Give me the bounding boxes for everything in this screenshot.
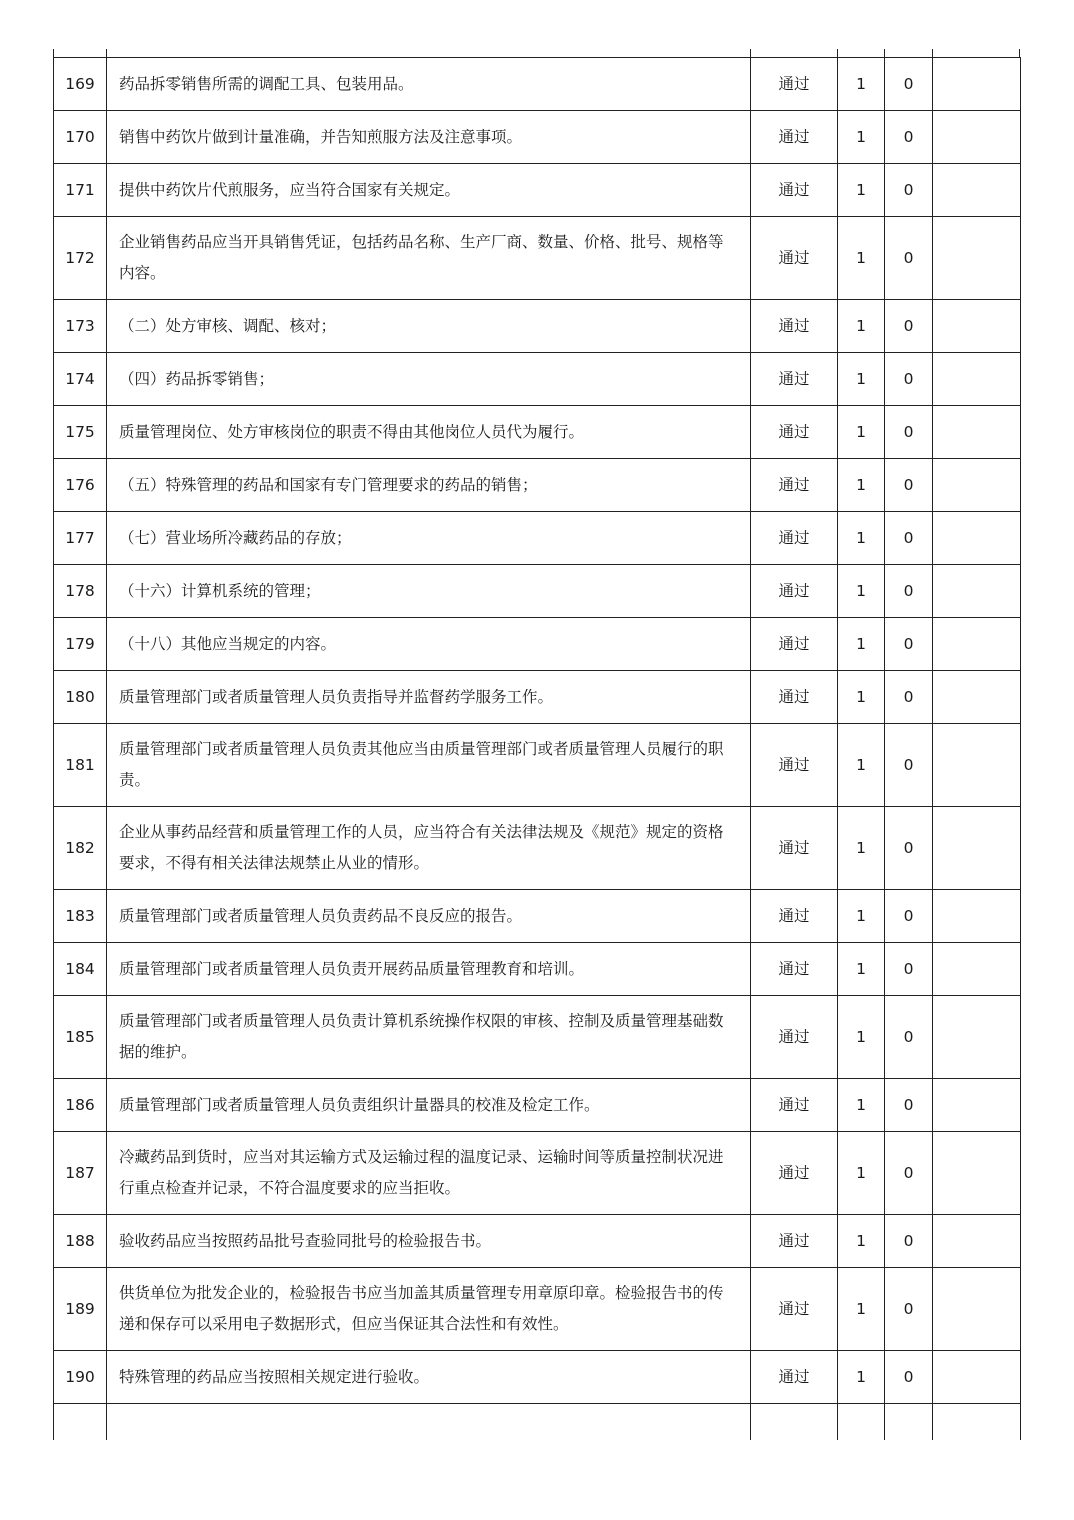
- item-result: 通过: [751, 1215, 838, 1268]
- item-note: [933, 1132, 1021, 1215]
- item-note: [933, 1215, 1021, 1268]
- item-deduction: 0: [885, 1215, 933, 1268]
- item-result: 通过: [751, 807, 838, 890]
- table-row: [54, 512, 1021, 565]
- item-note: [933, 724, 1021, 807]
- item-deduction: 0: [885, 217, 933, 300]
- item-result: 通过: [751, 406, 838, 459]
- table-row: [54, 406, 1021, 459]
- item-requirement: 供货单位为批发企业的，检验报告书应当加盖其质量管理专用章原印章。检验报告书的传递和保存可以采用电子数据形式，但应当保证其合法性和有效性。: [107, 1268, 751, 1351]
- item-note: [933, 406, 1021, 459]
- item-note: [933, 58, 1021, 111]
- item-number: 178: [54, 565, 107, 618]
- item-note: [933, 353, 1021, 406]
- item-score: 1: [838, 671, 885, 724]
- item-number: 173: [54, 300, 107, 353]
- item-requirement: （十八）其他应当规定的内容。: [107, 618, 751, 671]
- item-number: 176: [54, 459, 107, 512]
- item-deduction: 0: [885, 1132, 933, 1215]
- item-score: 1: [838, 1079, 885, 1132]
- item-requirement: 药品拆零销售所需的调配工具、包装用品。: [107, 58, 751, 111]
- item-score: 1: [838, 1132, 885, 1215]
- item-requirement: 质量管理岗位、处方审核岗位的职责不得由其他岗位人员代为履行。: [107, 406, 751, 459]
- table-row: [54, 1079, 1021, 1132]
- item-score: 1: [838, 565, 885, 618]
- item-requirement: 质量管理部门或者质量管理人员负责开展药品质量管理教育和培训。: [107, 943, 751, 996]
- item-result: 通过: [751, 512, 838, 565]
- item-score: 1: [838, 943, 885, 996]
- item-score: 1: [838, 111, 885, 164]
- item-deduction: 0: [885, 671, 933, 724]
- table-row: [54, 58, 1021, 111]
- continuation-row: [54, 1404, 1021, 1441]
- item-note: [933, 565, 1021, 618]
- item-result: 通过: [751, 1132, 838, 1215]
- item-score: 1: [838, 406, 885, 459]
- empty-cell: [885, 1404, 933, 1441]
- table-row: [54, 943, 1021, 996]
- item-score: 1: [838, 512, 885, 565]
- empty-cell: [838, 1404, 885, 1441]
- item-note: [933, 996, 1021, 1079]
- item-note: [933, 618, 1021, 671]
- item-deduction: 0: [885, 996, 933, 1079]
- item-deduction: 0: [885, 459, 933, 512]
- item-note: [933, 671, 1021, 724]
- item-note: [933, 111, 1021, 164]
- checklist-page: [53, 0, 1020, 1470]
- item-score: 1: [838, 618, 885, 671]
- table-row: [54, 807, 1021, 890]
- item-requirement: 特殊管理的药品应当按照相关规定进行验收。: [107, 1351, 751, 1404]
- item-number: 174: [54, 353, 107, 406]
- item-result: 通过: [751, 1351, 838, 1404]
- table-row: [54, 217, 1021, 300]
- item-result: 通过: [751, 671, 838, 724]
- item-requirement: （七）营业场所冷藏药品的存放；: [107, 512, 751, 565]
- item-requirement: 质量管理部门或者质量管理人员负责药品不良反应的报告。: [107, 890, 751, 943]
- empty-cell: [751, 1404, 838, 1441]
- item-requirement: （四）药品拆零销售；: [107, 353, 751, 406]
- item-result: 通过: [751, 58, 838, 111]
- item-requirement: 验收药品应当按照药品批号查验同批号的检验报告书。: [107, 1215, 751, 1268]
- item-deduction: 0: [885, 164, 933, 217]
- item-number: 185: [54, 996, 107, 1079]
- item-score: 1: [838, 1351, 885, 1404]
- item-number: 188: [54, 1215, 107, 1268]
- item-note: [933, 217, 1021, 300]
- empty-cell: [933, 1404, 1021, 1441]
- item-result: 通过: [751, 459, 838, 512]
- item-score: 1: [838, 996, 885, 1079]
- item-requirement: 质量管理部门或者质量管理人员负责其他应当由质量管理部门或者质量管理人员履行的职责。: [107, 724, 751, 807]
- item-deduction: 0: [885, 512, 933, 565]
- table-row: [54, 671, 1021, 724]
- item-score: 1: [838, 1215, 885, 1268]
- item-result: 通过: [751, 724, 838, 807]
- item-result: 通过: [751, 565, 838, 618]
- item-number: 186: [54, 1079, 107, 1132]
- item-result: 通过: [751, 1079, 838, 1132]
- item-number: 180: [54, 671, 107, 724]
- table-row: [54, 300, 1021, 353]
- table-row: [54, 353, 1021, 406]
- item-result: 通过: [751, 111, 838, 164]
- item-requirement: 冷藏药品到货时，应当对其运输方式及运输过程的温度记录、运输时间等质量控制状况进行重点检查并记录，不符合温度要求的应当拒收。: [107, 1132, 751, 1215]
- item-score: 1: [838, 353, 885, 406]
- item-deduction: 0: [885, 1079, 933, 1132]
- item-result: 通过: [751, 890, 838, 943]
- item-number: 170: [54, 111, 107, 164]
- item-deduction: 0: [885, 1351, 933, 1404]
- item-requirement: （五）特殊管理的药品和国家有专门管理要求的药品的销售；: [107, 459, 751, 512]
- item-deduction: 0: [885, 111, 933, 164]
- item-result: 通过: [751, 217, 838, 300]
- item-result: 通过: [751, 618, 838, 671]
- item-score: 1: [838, 890, 885, 943]
- item-deduction: 0: [885, 1268, 933, 1351]
- item-number: 171: [54, 164, 107, 217]
- item-note: [933, 512, 1021, 565]
- item-requirement: （十六）计算机系统的管理；: [107, 565, 751, 618]
- item-note: [933, 943, 1021, 996]
- table-row: [54, 1351, 1021, 1404]
- item-result: 通过: [751, 164, 838, 217]
- item-score: 1: [838, 807, 885, 890]
- item-score: 1: [838, 300, 885, 353]
- item-note: [933, 1351, 1021, 1404]
- inspection-table: [53, 57, 1021, 1440]
- empty-cell: [54, 1404, 107, 1441]
- item-number: 181: [54, 724, 107, 807]
- item-requirement: 提供中药饮片代煎服务，应当符合国家有关规定。: [107, 164, 751, 217]
- table-row: [54, 996, 1021, 1079]
- item-number: 187: [54, 1132, 107, 1215]
- table-row: [54, 724, 1021, 807]
- item-score: 1: [838, 58, 885, 111]
- item-requirement: （二）处方审核、调配、核对；: [107, 300, 751, 353]
- item-note: [933, 300, 1021, 353]
- item-number: 189: [54, 1268, 107, 1351]
- item-number: 190: [54, 1351, 107, 1404]
- table-row: [54, 1268, 1021, 1351]
- item-score: 1: [838, 164, 885, 217]
- table-row: [54, 111, 1021, 164]
- item-score: 1: [838, 724, 885, 807]
- item-requirement: 质量管理部门或者质量管理人员负责计算机系统操作权限的审核、控制及质量管理基础数据的维护。: [107, 996, 751, 1079]
- item-result: 通过: [751, 300, 838, 353]
- item-number: 184: [54, 943, 107, 996]
- item-note: [933, 164, 1021, 217]
- item-note: [933, 1268, 1021, 1351]
- item-note: [933, 890, 1021, 943]
- item-deduction: 0: [885, 300, 933, 353]
- item-result: 通过: [751, 1268, 838, 1351]
- table-row: [54, 890, 1021, 943]
- item-number: 175: [54, 406, 107, 459]
- item-number: 169: [54, 58, 107, 111]
- item-requirement: 企业从事药品经营和质量管理工作的人员，应当符合有关法律法规及《规范》规定的资格要求，不得有相关法律法规禁止从业的情形。: [107, 807, 751, 890]
- item-deduction: 0: [885, 618, 933, 671]
- item-deduction: 0: [885, 724, 933, 807]
- item-deduction: 0: [885, 353, 933, 406]
- item-note: [933, 807, 1021, 890]
- item-number: 182: [54, 807, 107, 890]
- item-requirement: 企业销售药品应当开具销售凭证，包括药品名称、生产厂商、数量、价格、批号、规格等内容。: [107, 217, 751, 300]
- item-requirement: 销售中药饮片做到计量准确，并告知煎服方法及注意事项。: [107, 111, 751, 164]
- item-note: [933, 459, 1021, 512]
- table-row: [54, 1132, 1021, 1215]
- item-deduction: 0: [885, 890, 933, 943]
- item-score: 1: [838, 217, 885, 300]
- item-result: 通过: [751, 996, 838, 1079]
- item-deduction: 0: [885, 943, 933, 996]
- item-deduction: 0: [885, 565, 933, 618]
- item-result: 通过: [751, 943, 838, 996]
- table-body: [54, 58, 1021, 1441]
- item-deduction: 0: [885, 406, 933, 459]
- item-number: 183: [54, 890, 107, 943]
- table-row: [54, 459, 1021, 512]
- item-deduction: 0: [885, 58, 933, 111]
- item-requirement: 质量管理部门或者质量管理人员负责组织计量器具的校准及检定工作。: [107, 1079, 751, 1132]
- item-deduction: 0: [885, 807, 933, 890]
- empty-cell: [107, 1404, 751, 1441]
- item-score: 1: [838, 459, 885, 512]
- item-number: 172: [54, 217, 107, 300]
- item-note: [933, 1079, 1021, 1132]
- item-result: 通过: [751, 353, 838, 406]
- table-row: [54, 618, 1021, 671]
- item-requirement: 质量管理部门或者质量管理人员负责指导并监督药学服务工作。: [107, 671, 751, 724]
- table-row: [54, 565, 1021, 618]
- item-number: 179: [54, 618, 107, 671]
- item-number: 177: [54, 512, 107, 565]
- item-score: 1: [838, 1268, 885, 1351]
- table-row: [54, 164, 1021, 217]
- table-row: [54, 1215, 1021, 1268]
